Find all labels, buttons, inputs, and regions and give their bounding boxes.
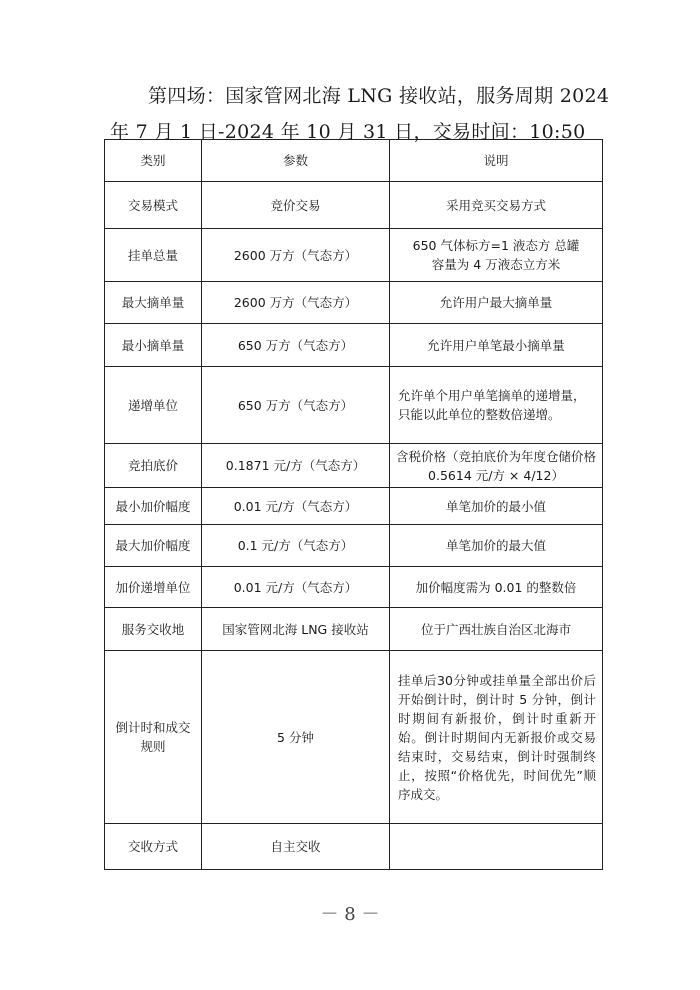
cell-category: 加价递增单位: [105, 567, 202, 608]
cell-desc: 采用竞买交易方式: [390, 182, 603, 229]
table-row: [105, 651, 603, 824]
header-param: 参数: [202, 140, 390, 182]
cell-category: 最小摘单量: [105, 324, 202, 367]
trading-params-table: [104, 139, 603, 870]
cell-category: 最大摘单量: [105, 282, 202, 324]
cell-category: 倒计时和成交规则: [105, 651, 202, 824]
cell-param: 5 分钟: [202, 651, 390, 824]
cell-desc: 加价幅度需为 0.01 的整数倍: [390, 567, 603, 608]
table-row: [105, 608, 603, 651]
cell-param: 0.1871 元/方（气态方）: [202, 444, 390, 488]
table-row: [105, 567, 603, 608]
cell-param: 0.1 元/方（气态方）: [202, 525, 390, 567]
table-row: [105, 282, 603, 324]
cell-category: 递增单位: [105, 367, 202, 444]
cell-param: 650 万方（气态方）: [202, 324, 390, 367]
cell-param: 竞价交易: [202, 182, 390, 229]
cell-desc: 允许单个用户单笔摘单的递增量，只能以此单位的整数倍递增。: [390, 367, 603, 444]
cell-category: 交易模式: [105, 182, 202, 229]
cell-param: 0.01 元/方（气态方）: [202, 567, 390, 608]
cell-param: 0.01 元/方（气态方）: [202, 488, 390, 525]
cell-desc: 单笔加价的最小值: [390, 488, 603, 525]
page-number: － 8 －: [320, 904, 380, 925]
cell-desc: [390, 824, 603, 870]
header-desc: 说明: [390, 140, 603, 182]
cell-param: 650 万方（气态方）: [202, 367, 390, 444]
table-row: [105, 229, 603, 282]
table-header-row: [105, 140, 603, 182]
table-row: [105, 182, 603, 229]
table-row: [105, 824, 603, 870]
cell-param: 国家管网北海 LNG 接收站: [202, 608, 390, 651]
table-row: [105, 367, 603, 444]
cell-desc: 挂单后30分钟或挂单量全部出价后开始倒计时，倒计时 5 分钟，倒计时期间有新报价，倒计时重新开始。倒计时期间内无新报价或交易结束时，交易结束，倒计时强制终止，按照“价格优先，时间优先”顺序成交。: [390, 651, 603, 824]
cell-category: 最小加价幅度: [105, 488, 202, 525]
table-row: [105, 488, 603, 525]
cell-category: 服务交收地: [105, 608, 202, 651]
cell-param: 2600 万方（气态方）: [202, 229, 390, 282]
cell-desc: 允许用户最大摘单量: [390, 282, 603, 324]
cell-param: 2600 万方（气态方）: [202, 282, 390, 324]
header-category: 类别: [105, 140, 202, 182]
cell-desc: 位于广西壮族自治区北海市: [390, 608, 603, 651]
cell-desc: 允许用户单笔最小摘单量: [390, 324, 603, 367]
table-row: [105, 525, 603, 567]
cell-desc: 650 气体标方=1 液态方 总罐容量为 4 万液态立方米: [390, 229, 603, 282]
cell-desc: 单笔加价的最大值: [390, 525, 603, 567]
table-row: [105, 444, 603, 488]
cell-desc: 含税价格（竞拍底价为年度仓储价格 0.5614 元/方 × 4/12）: [390, 444, 603, 488]
table-row: [105, 324, 603, 367]
intro-paragraph: 第四场：国家管网北海 LNG 接收站，服务周期 2024 年 7 月 1 日-2024 年 10 月 31 日，交易时间：10:50: [110, 85, 610, 143]
cell-category: 交收方式: [105, 824, 202, 870]
cell-category: 竞拍底价: [105, 444, 202, 488]
cell-category: 挂单总量: [105, 229, 202, 282]
cell-param: 自主交收: [202, 824, 390, 870]
cell-category: 最大加价幅度: [105, 525, 202, 567]
